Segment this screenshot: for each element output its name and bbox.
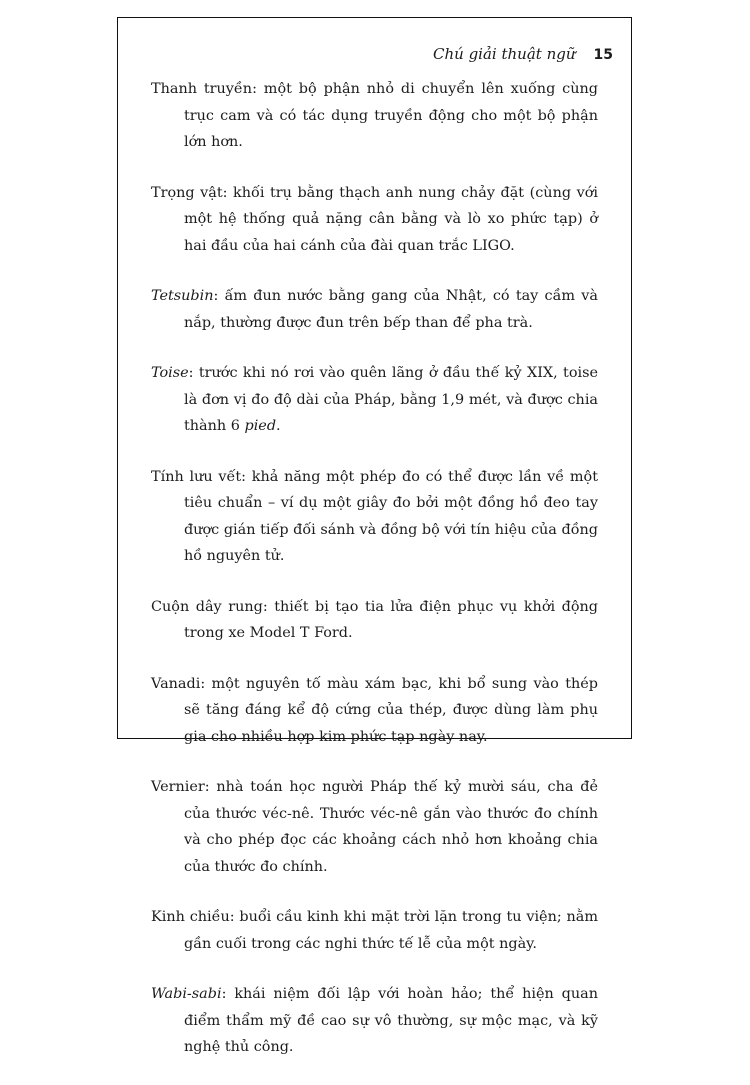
glossary-entry-tetsubin — [151, 283, 598, 336]
glossary-entry-tinh-luu-vet — [151, 464, 598, 570]
glossary-definition: : một bộ phận nhỏ di chuyển lên xuống cùng trục cam và có tác dụng truyền động cho một bộ phận lớn hơn. — [184, 81, 598, 150]
glossary-term: Thanh truyền — [151, 81, 253, 97]
glossary-term: Vanadi — [151, 675, 201, 692]
glossary-definition: : thiết bị tạo tia lửa điện phục vụ khởi động trong xe Model T Ford. — [184, 598, 598, 641]
book-page — [117, 17, 632, 1055]
glossary-term: Kinh chiều — [151, 909, 230, 925]
glossary-list — [151, 76, 598, 1085]
glossary-definition: : ấm đun nước bằng gang của Nhật, có tay cầm và nắp, thường được đun trên bếp than để pha trà. — [184, 288, 598, 331]
glossary-entry-toise — [151, 360, 598, 440]
glossary-definition: : khối trụ bằng thạch anh nung chảy đặt (cùng với một hệ thống quả nặng cân bằng và lò xo phức tạp) ở hai đầu của hai cánh của đài quan trắc LIGO. — [184, 184, 598, 254]
glossary-entry-trong-vat — [151, 180, 598, 260]
glossary-term: Trọng vật — [151, 184, 223, 201]
glossary-entry-kinh-chieu — [151, 904, 598, 957]
glossary-definition: : khả năng một phép đo có thể được lần về một tiêu chuẩn – ví dụ một giây đo bởi một đồng hồ đeo tay được gián tiếp đối sánh và đồng bộ với tín hiệu của đồng hồ nguyên tử. — [184, 468, 598, 564]
glossary-definition-end: . — [276, 418, 281, 434]
glossary-entry-vernier — [151, 774, 598, 880]
glossary-definition: : nhà toán học người Pháp thế kỷ mười sáu, cha đẻ của thước véc-nê. Thước véc-nê gắn vào thước đo chính và cho phép đọc các khoảng cách nhỏ hơn khoảng chia của thước đo chính. — [184, 779, 598, 875]
glossary-term: Toise — [151, 365, 189, 381]
glossary-definition: : khái niệm đối lập với hoàn hảo; thể hiện quan điểm thẩm mỹ đề cao sự vô thường, sự mộc mạc, và kỹ nghệ thủ công. — [184, 986, 598, 1055]
section-title: Chú giải thuật ngữ — [433, 45, 576, 63]
glossary-term: Vernier — [151, 779, 205, 795]
glossary-entry-cuon-day-rung — [151, 594, 598, 647]
glossary-term: Tính lưu vết — [151, 468, 242, 485]
page-number: 15 — [593, 47, 613, 63]
glossary-entry-thanh-truyen — [151, 76, 598, 156]
glossary-term: Cuộn dây rung — [151, 598, 263, 615]
glossary-definition: : buổi cầu kinh khi mặt trời lặn trong tu viện; nằm gần cuối trong các nghi thức tế lễ của một ngày. — [184, 909, 598, 952]
glossary-definition: : một nguyên tố màu xám bạc, khi bổ sung vào thép sẽ tăng đáng kể độ cứng của thép, được dùng làm phụ gia cho nhiều hợp kim phức tạp ngày nay. — [184, 675, 598, 745]
glossary-definition: : trước khi nó rơi vào quên lãng ở đầu thế kỷ XIX, toise là đơn vị đo độ dài của Pháp, bằng 1,9 mét, và được chia thành 6 — [184, 365, 598, 434]
glossary-entry-vanadi — [151, 671, 598, 751]
glossary-term: Wabi-sabi — [151, 986, 222, 1002]
glossary-term: Tetsubin — [151, 288, 214, 304]
running-header — [433, 45, 613, 63]
glossary-entry-wabi-sabi — [151, 981, 598, 1061]
glossary-definition-italic: pied — [244, 418, 277, 434]
